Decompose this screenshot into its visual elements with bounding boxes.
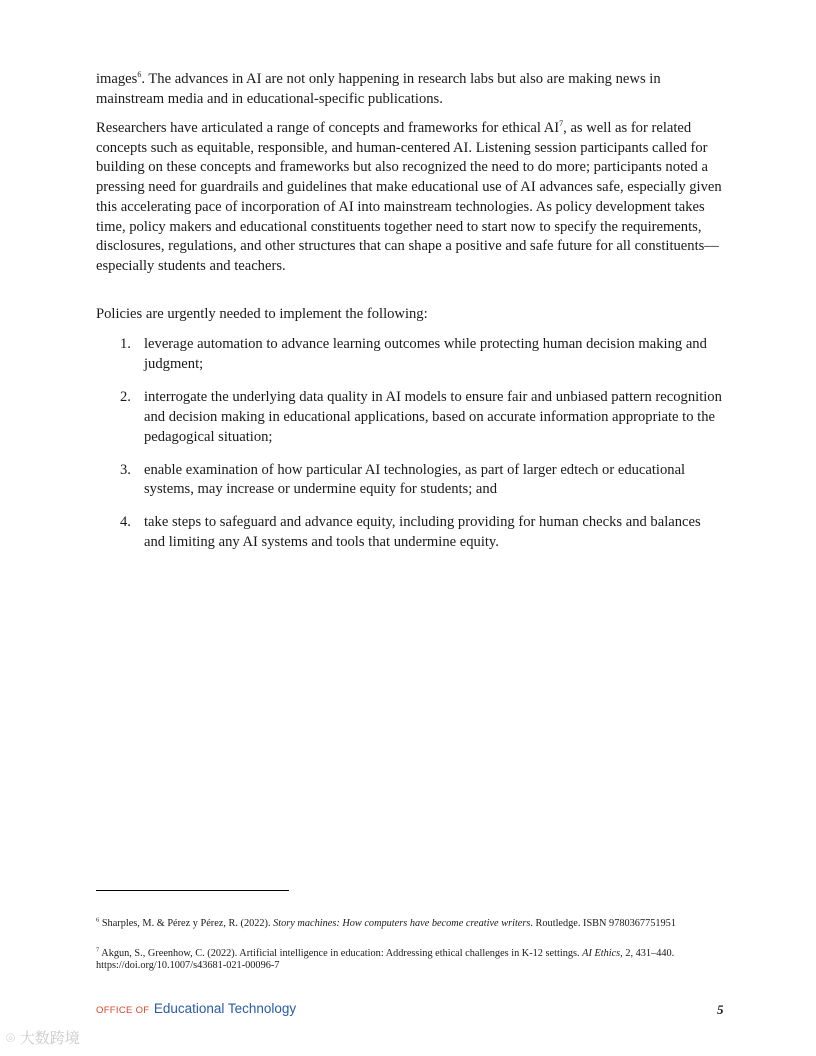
footnote-number: 7 (96, 946, 100, 954)
list-text: interrogate the underlying data quality in AI models to ensure fair and unbiased pattern recognition and decision making in educational applications, based on accurate information appropriate to the pedagogical situation; (144, 388, 722, 445)
list-number: 4. (120, 514, 131, 531)
footnote-text: . Routledge. ISBN 9780367751951 (530, 918, 676, 929)
footnote-journal: AI Ethics, (582, 948, 623, 959)
footnote-ref-7[interactable]: 7 (559, 119, 564, 129)
footnote-book-title: Story machines: How computers have become creative writers (273, 918, 531, 929)
list-item (96, 513, 724, 553)
brand-label: Educational Technology (153, 1001, 297, 1016)
list-text: leverage automation to advance learning outcomes while protecting human decision making and judgment; (144, 336, 707, 372)
footer-brand-logo (96, 1000, 296, 1018)
paragraph-policies: Policies are urgently needed to implement the following: (96, 306, 428, 322)
footnote-ref-6[interactable]: 6 (137, 70, 142, 80)
list-item (96, 388, 724, 448)
paragraph-text: , as well as for related concepts such as equitable, responsible, and human-centered AI. Listening session participants called for building on these concepts and frameworks but also recognized the need to do more; participants noted a pressing need for guardrails and guidelines that make educational use of AI advances safe, especially given this accelerating pace of incorporation of AI into mainstream technologies. As policy development takes time, policy makers and educational constituents together need to start now to specify the requirements, disclosures, regulations, and other structures that can shape a positive and safe future for all constituents—especially students and teachers. (96, 120, 722, 274)
footnote-text: Sharples, M. & Pérez y Pérez, R. (2022). (99, 918, 274, 929)
footnote-text: Akgun, S., Greenhow, C. (2022). Artificial intelligence in education: Addressing ethical challenges in K-12 settings. (99, 948, 583, 959)
footnote-doi-text: 2, 431–440. https://doi.org/10.1007/s43681-021-00096-7 (96, 948, 675, 971)
list-number: 1. (120, 336, 131, 352)
footnote-7 (96, 948, 716, 972)
page-number: 5 (717, 1002, 724, 1017)
footnote-divider (96, 890, 289, 891)
watermark-text: 大数跨境 (19, 1029, 80, 1047)
office-label: OFFICE OF (96, 1005, 150, 1016)
list-number: 2. (120, 388, 131, 405)
list-text: enable examination of how particular AI technologies, as part of larger edtech or educational systems, may increase or undermine equity for students; and (144, 461, 686, 498)
list-text: take steps to safeguard and advance equity, including providing for human checks and balances and limiting any AI systems and tools that undermine equity. (144, 514, 701, 551)
paragraph-researchers (96, 119, 724, 277)
list-item (96, 461, 724, 501)
list-number: 3. (120, 461, 131, 478)
list-item (96, 335, 724, 375)
paragraph-text: Researchers have articulated a range of concepts and frameworks for ethical AI (96, 120, 560, 136)
footnote-number: 6 (96, 916, 100, 924)
footnote-6 (96, 918, 716, 930)
watermark-icon: ⌾ (6, 1029, 16, 1047)
watermark (6, 1027, 80, 1048)
paragraph-text: . The advances in AI are not only happening in research labs but also are making news in mainstream media and in educational-specific publications. (96, 71, 661, 107)
policy-list (96, 335, 724, 566)
paragraph-text: images (96, 71, 138, 87)
paragraph-intro (96, 70, 724, 109)
